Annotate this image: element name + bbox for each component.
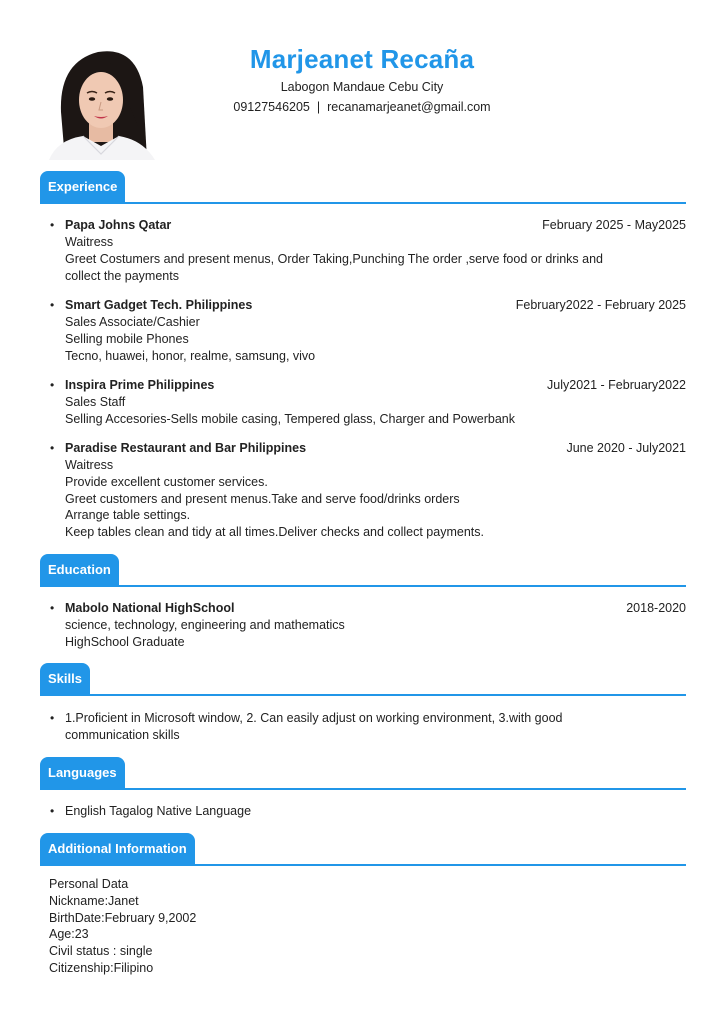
languages-entry: [50, 803, 686, 820]
employment-dates: February 2025 - May2025: [542, 218, 686, 232]
address: Labogon Mandaue Cebu City: [280, 80, 444, 94]
bullet: •: [50, 218, 55, 232]
employer-name: Smart Gadget Tech. Philippines: [65, 298, 253, 312]
nickname: Nickname:Janet: [49, 893, 139, 908]
bullet: •: [50, 441, 55, 455]
additional-information-block: [49, 876, 196, 977]
job-description: Keep tables clean and tidy at all times.Deliver checks and collect payments.: [65, 525, 484, 540]
contact-separator: |: [316, 100, 321, 114]
civil-status: Civil status : single: [49, 944, 153, 959]
section-additional-information: [40, 833, 686, 867]
experience-entry: [50, 297, 686, 364]
school-dates: 2018-2020: [626, 601, 686, 615]
job-description: Selling mobile Phones: [65, 331, 189, 346]
section-title-additional-information: Additional Information: [40, 833, 195, 865]
languages-text: English Tagalog Native Language: [65, 804, 252, 818]
section-divider: [40, 202, 686, 204]
experience-entry: [50, 377, 686, 428]
section-divider: [40, 585, 686, 587]
contact-line: [0, 100, 724, 114]
bullet: •: [50, 711, 55, 725]
school-status: HighSchool Graduate: [65, 634, 185, 649]
section-divider: [40, 788, 686, 790]
job-description: Tecno, huawei, honor, realme, samsung, vivo: [65, 348, 316, 363]
section-divider: [40, 864, 686, 866]
experience-entry: [50, 440, 686, 541]
bullet: •: [50, 601, 55, 615]
birthdate: BirthDate:February 9,2002: [49, 910, 197, 925]
job-description: Greet customers and present menus.Take and serve food/drinks orders: [65, 491, 460, 506]
section-title-languages: Languages: [40, 757, 125, 789]
job-description: collect the payments: [65, 268, 179, 283]
employment-dates: June 2020 - July2021: [566, 441, 686, 455]
section-title-education: Education: [40, 554, 119, 586]
employer-name: Inspira Prime Philippines: [65, 378, 215, 392]
job-title: Waitress: [65, 235, 114, 249]
job-title: Sales Staff: [65, 395, 126, 409]
section-title-skills: Skills: [40, 663, 90, 695]
email-address: recanamarjeanet@gmail.com: [327, 100, 491, 114]
education-entry: [50, 600, 686, 651]
section-languages: [40, 757, 686, 791]
job-title: Sales Associate/Cashier: [65, 315, 200, 329]
phone-number: 09127546205: [233, 100, 310, 114]
employer-name: Paradise Restaurant and Bar Philippines: [65, 441, 307, 455]
employment-dates: July2021 - February2022: [547, 378, 686, 392]
job-description: Greet Costumers and present menus, Order Taking,Punching The order ,serve food or drinks and: [65, 251, 604, 266]
employment-dates: February2022 - February 2025: [515, 298, 686, 312]
section-skills: [40, 663, 686, 697]
skills-text: communication skills: [65, 727, 180, 742]
skills-text: 1.Proficient in Microsoft window, 2. Can easily adjust on working environment, 3.with good: [65, 711, 563, 725]
job-description: Selling Accesories-Sells mobile casing, Tempered glass, Charger and Powerbank: [65, 411, 515, 426]
experience-entry: [50, 217, 686, 284]
bullet: •: [50, 378, 55, 392]
personal-data-heading: Personal Data: [49, 877, 129, 891]
section-title-experience: Experience: [40, 171, 125, 203]
skills-entry: [50, 710, 686, 744]
job-description: Arrange table settings.: [65, 508, 191, 523]
candidate-name: Marjeanet Recaña: [249, 44, 475, 74]
section-experience: [40, 171, 686, 205]
age: Age:23: [49, 927, 89, 942]
section-education: [40, 554, 686, 588]
citizenship: Citizenship:Filipino: [49, 960, 154, 975]
section-divider: [40, 694, 686, 696]
job-title: Waitress: [65, 458, 114, 472]
school-strand: science, technology, engineering and mathematics: [65, 618, 345, 632]
job-description: Provide excellent customer services.: [65, 474, 268, 489]
school-name: Mabolo National HighSchool: [65, 601, 235, 615]
bullet: •: [50, 804, 55, 818]
employer-name: Papa Johns Qatar: [65, 218, 172, 232]
bullet: •: [50, 298, 55, 312]
